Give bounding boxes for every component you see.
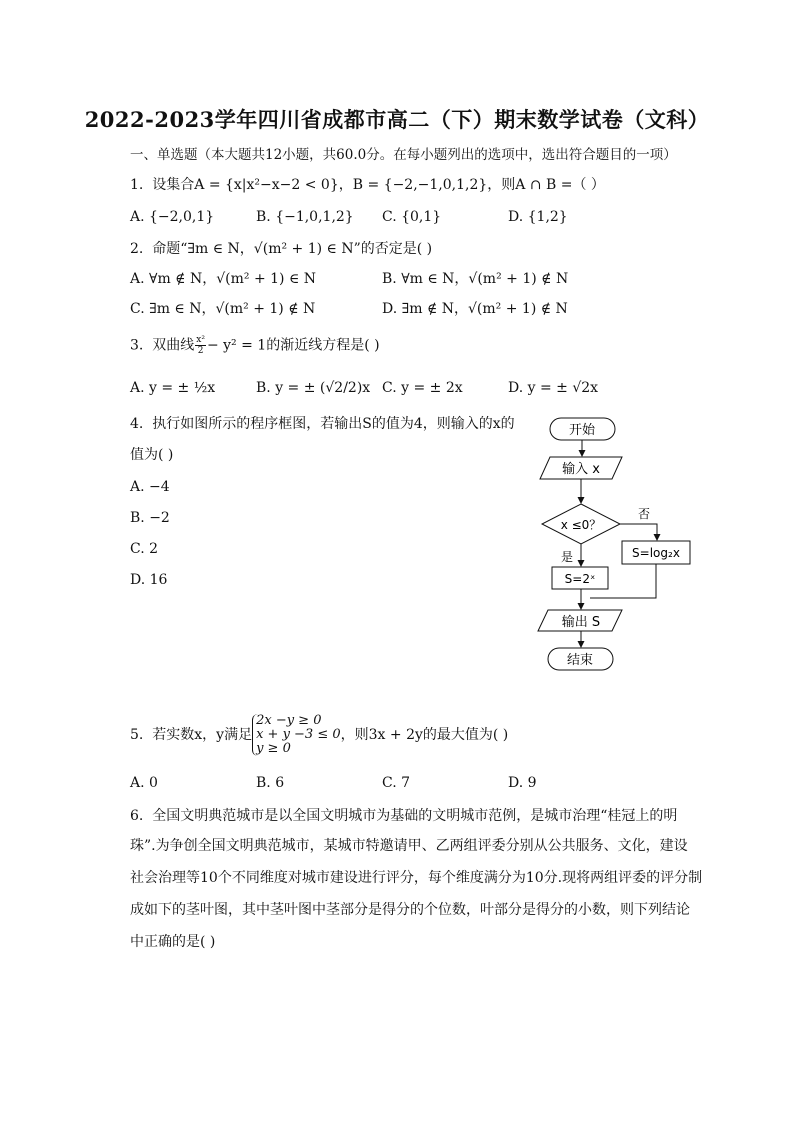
question-1 xyxy=(130,175,605,195)
flow-decision-label: x ≤0？ xyxy=(560,518,602,532)
fraction xyxy=(195,335,206,356)
constraint-2: x + y −3 ≤ 0 xyxy=(256,727,341,742)
page-title: 2022-2023学年四川省成都市高二（下）期末数学试卷（文科） xyxy=(84,107,710,132)
q1-option-b[interactable]: B. {−1,0,1,2} xyxy=(256,209,354,225)
q3-option-d[interactable]: D. y = ± √2x xyxy=(508,380,599,396)
question-5 xyxy=(130,712,508,758)
constraint-system xyxy=(252,714,341,756)
flowchart xyxy=(510,410,710,680)
q1-option-d[interactable]: D. {1,2} xyxy=(508,209,568,225)
question-stem-line-5: 中正确的是( ) xyxy=(130,934,216,950)
question-number: 2. xyxy=(130,241,144,257)
question-stem-line-2: 珠”.为争创全国文明典范城市，某城市特邀请甲、乙两组评委分别从公共服务、文化，建设 xyxy=(130,838,688,854)
q4-option-a[interactable]: A. −4 xyxy=(130,479,170,495)
q3-option-c[interactable]: C. y = ± 2x xyxy=(382,380,463,396)
q5-option-d[interactable]: D. 9 xyxy=(508,775,537,791)
q2-option-c[interactable]: C. ∃m ∈ N，√(m² + 1) ∉ N xyxy=(130,301,316,317)
q3-option-b[interactable]: B. y = ± (√2/2)x xyxy=(256,380,371,396)
flow-branch-no-label: S=log₂x xyxy=(632,546,680,560)
question-stem-suffix: ，则3x + 2y的最大值为( ) xyxy=(340,727,509,743)
flow-branch-yes-label: S=2ˣ xyxy=(564,572,596,586)
constraint-1: 2x −y ≥ 0 xyxy=(256,713,322,728)
fraction-denominator: 2 xyxy=(197,346,204,356)
fraction-numerator: x² xyxy=(196,335,205,345)
question-6 xyxy=(130,804,677,828)
question-4 xyxy=(130,414,515,434)
q1-option-c[interactable]: C. {0,1} xyxy=(382,209,442,225)
q5-option-c[interactable]: C. 7 xyxy=(382,775,411,791)
q4-option-d[interactable]: D. 16 xyxy=(130,572,168,588)
flow-end-label: 结束 xyxy=(566,653,594,668)
question-stem: 命题“∃m ∈ N，√(m² + 1) ∈ N”的否定是( ) xyxy=(152,241,433,257)
q4-option-c[interactable]: C. 2 xyxy=(130,541,159,557)
constraint-3: y ≥ 0 xyxy=(256,741,291,756)
question-number: 5. xyxy=(130,727,144,743)
q4-option-b[interactable]: B. −2 xyxy=(130,510,170,526)
flow-output-label: 输出 S xyxy=(561,615,601,630)
q5-option-a[interactable]: A. 0 xyxy=(130,775,158,791)
q2-option-b[interactable]: B. ∀m ∈ N，√(m² + 1) ∉ N xyxy=(382,271,569,287)
flow-start-label: 开始 xyxy=(568,423,596,438)
question-number: 3. xyxy=(130,337,144,354)
question-stem-prefix: 双曲线 xyxy=(152,337,195,354)
question-stem-line-1: 全国文明典范城市是以全国文明城市为基础的文明城市范例，是城市治理“桂冠上的明 xyxy=(152,808,678,824)
question-4-line2: 值为( ) xyxy=(130,447,174,463)
question-stem: 执行如图所示的程序框图，若输出S的值为4，则输入的x的 xyxy=(152,416,515,432)
flow-yes-label: 是 xyxy=(560,550,574,564)
question-2 xyxy=(130,239,432,259)
q2-option-d[interactable]: D. ∃m ∉ N，√(m² + 1) ∉ N xyxy=(382,301,568,317)
flow-no-label: 否 xyxy=(637,507,651,521)
question-stem: 设集合A = {x|x²−x−2 < 0}，B = {−2,−1,0,1,2}，则A ∩ B =（ ） xyxy=(152,177,605,193)
q2-option-a[interactable]: A. ∀m ∉ N，√(m² + 1) ∈ N xyxy=(130,271,317,287)
question-stem-prefix: 若实数x，y满足 xyxy=(152,727,253,743)
flow-input-label: 输入 x xyxy=(562,462,600,477)
question-3 xyxy=(130,335,380,356)
question-number: 1. xyxy=(130,177,144,193)
section-heading: 一、单选题（本大题共12小题，共60.0分。在每小题列出的选项中，选出符合题目的一项） xyxy=(130,147,677,163)
question-number: 4. xyxy=(130,416,144,432)
question-stem-line-4: 成如下的茎叶图，其中茎叶图中茎部分是得分的个位数，叶部分是得分的小数，则下列结论 xyxy=(130,902,690,918)
q3-option-a[interactable]: A. y = ± ½x xyxy=(130,380,216,396)
question-number: 6. xyxy=(130,808,144,824)
question-stem-suffix: − y² = 1的渐近线方程是( ) xyxy=(206,337,380,354)
q1-option-a[interactable]: A. {−2,0,1} xyxy=(130,209,215,225)
q5-option-b[interactable]: B. 6 xyxy=(256,775,285,791)
question-stem-line-3: 社会治理等10个不同维度对城市建设进行评分，每个维度满分为10分.现将两组评委的评分制 xyxy=(130,870,703,886)
